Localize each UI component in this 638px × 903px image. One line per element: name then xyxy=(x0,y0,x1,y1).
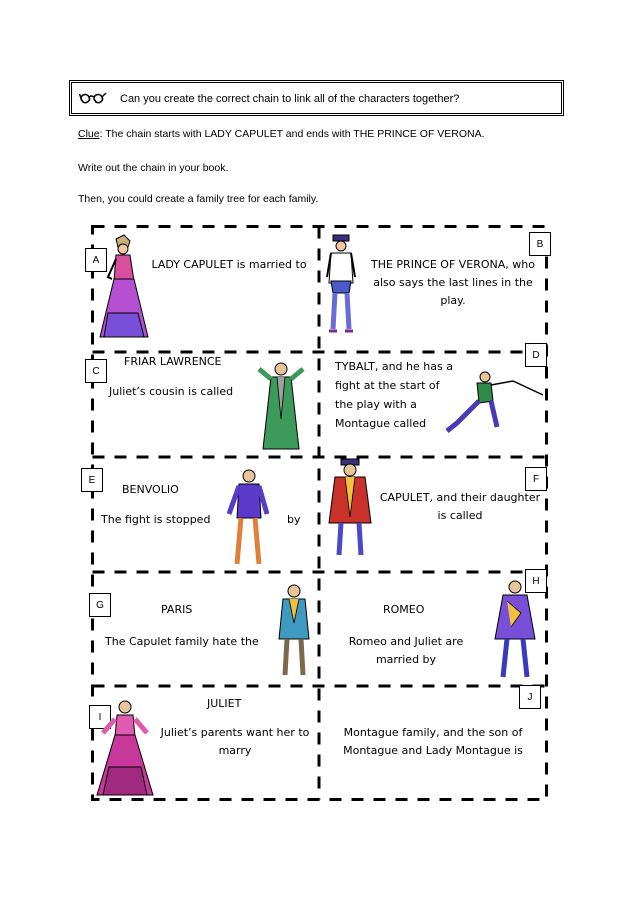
glasses-icon xyxy=(79,90,107,106)
prince-figure-icon xyxy=(323,233,359,337)
paris-figure-icon xyxy=(273,583,315,681)
instruction-1: Write out the chain in your book. xyxy=(78,162,229,174)
question-box xyxy=(69,80,564,116)
card-h-title: ROMEO xyxy=(383,603,425,616)
card-e-title: BENVOLIO xyxy=(122,483,179,496)
card-e-text-by: by xyxy=(287,513,301,526)
card-j-text: Montague family, and the son of Montague and Lady Montague is xyxy=(343,726,523,757)
card-label-b: B xyxy=(529,232,551,256)
card-label-f: F xyxy=(525,467,547,491)
card-label-i: I xyxy=(89,705,111,729)
instruction-2: Then, you could create a family tree for each family. xyxy=(78,193,319,205)
capulet-figure-icon xyxy=(327,457,373,561)
benvolio-figure-icon xyxy=(225,468,271,570)
lady-capulet-figure-icon xyxy=(94,233,150,341)
card-g-text: The Capulet family hate the xyxy=(105,635,259,648)
card-grid xyxy=(88,225,548,801)
tybalt-figure-icon xyxy=(443,371,545,435)
juliet-figure-icon xyxy=(95,697,155,797)
card-h-text: Romeo and Juliet are married by xyxy=(348,635,464,666)
card-label-d: D xyxy=(525,343,547,367)
clue-label: Clue xyxy=(78,128,100,140)
card-label-j: J xyxy=(519,685,541,709)
card-label-h: H xyxy=(525,569,547,593)
card-label-c: C xyxy=(85,359,107,383)
card-i-title: JULIET xyxy=(207,697,242,710)
card-c-text: Juliet’s cousin is called xyxy=(109,385,234,398)
card-b-text: THE PRINCE OF VERONA, who also says the last lines in the play. xyxy=(370,258,536,307)
romeo-figure-icon xyxy=(491,577,539,683)
clue-text: : The chain starts with LADY CAPULET and ends with THE PRINCE OF VERONA. xyxy=(99,128,485,140)
friar-figure-icon xyxy=(257,359,305,451)
card-g-title: PARIS xyxy=(161,603,193,616)
question-text: Can you create the correct chain to link all of the characters together? xyxy=(120,93,460,105)
card-label-a: A xyxy=(85,248,107,272)
card-a-text: LADY CAPULET is married to xyxy=(151,258,307,271)
card-d-text xyxy=(335,357,455,433)
card-f-text: CAPULET, and their daughter is called xyxy=(379,491,541,522)
card-i-text: Juliet’s parents want her to marry xyxy=(160,726,310,757)
card-c-title: FRIAR LAWRENCE xyxy=(124,355,222,368)
clue-line xyxy=(78,128,485,140)
card-label-e: E xyxy=(81,468,103,492)
card-d-line: TYBALT, and he has a fight at the start of the play with a Montague called xyxy=(335,360,453,430)
card-e-text: The fight is stopped xyxy=(101,513,211,526)
card-label-g: G xyxy=(89,593,111,617)
